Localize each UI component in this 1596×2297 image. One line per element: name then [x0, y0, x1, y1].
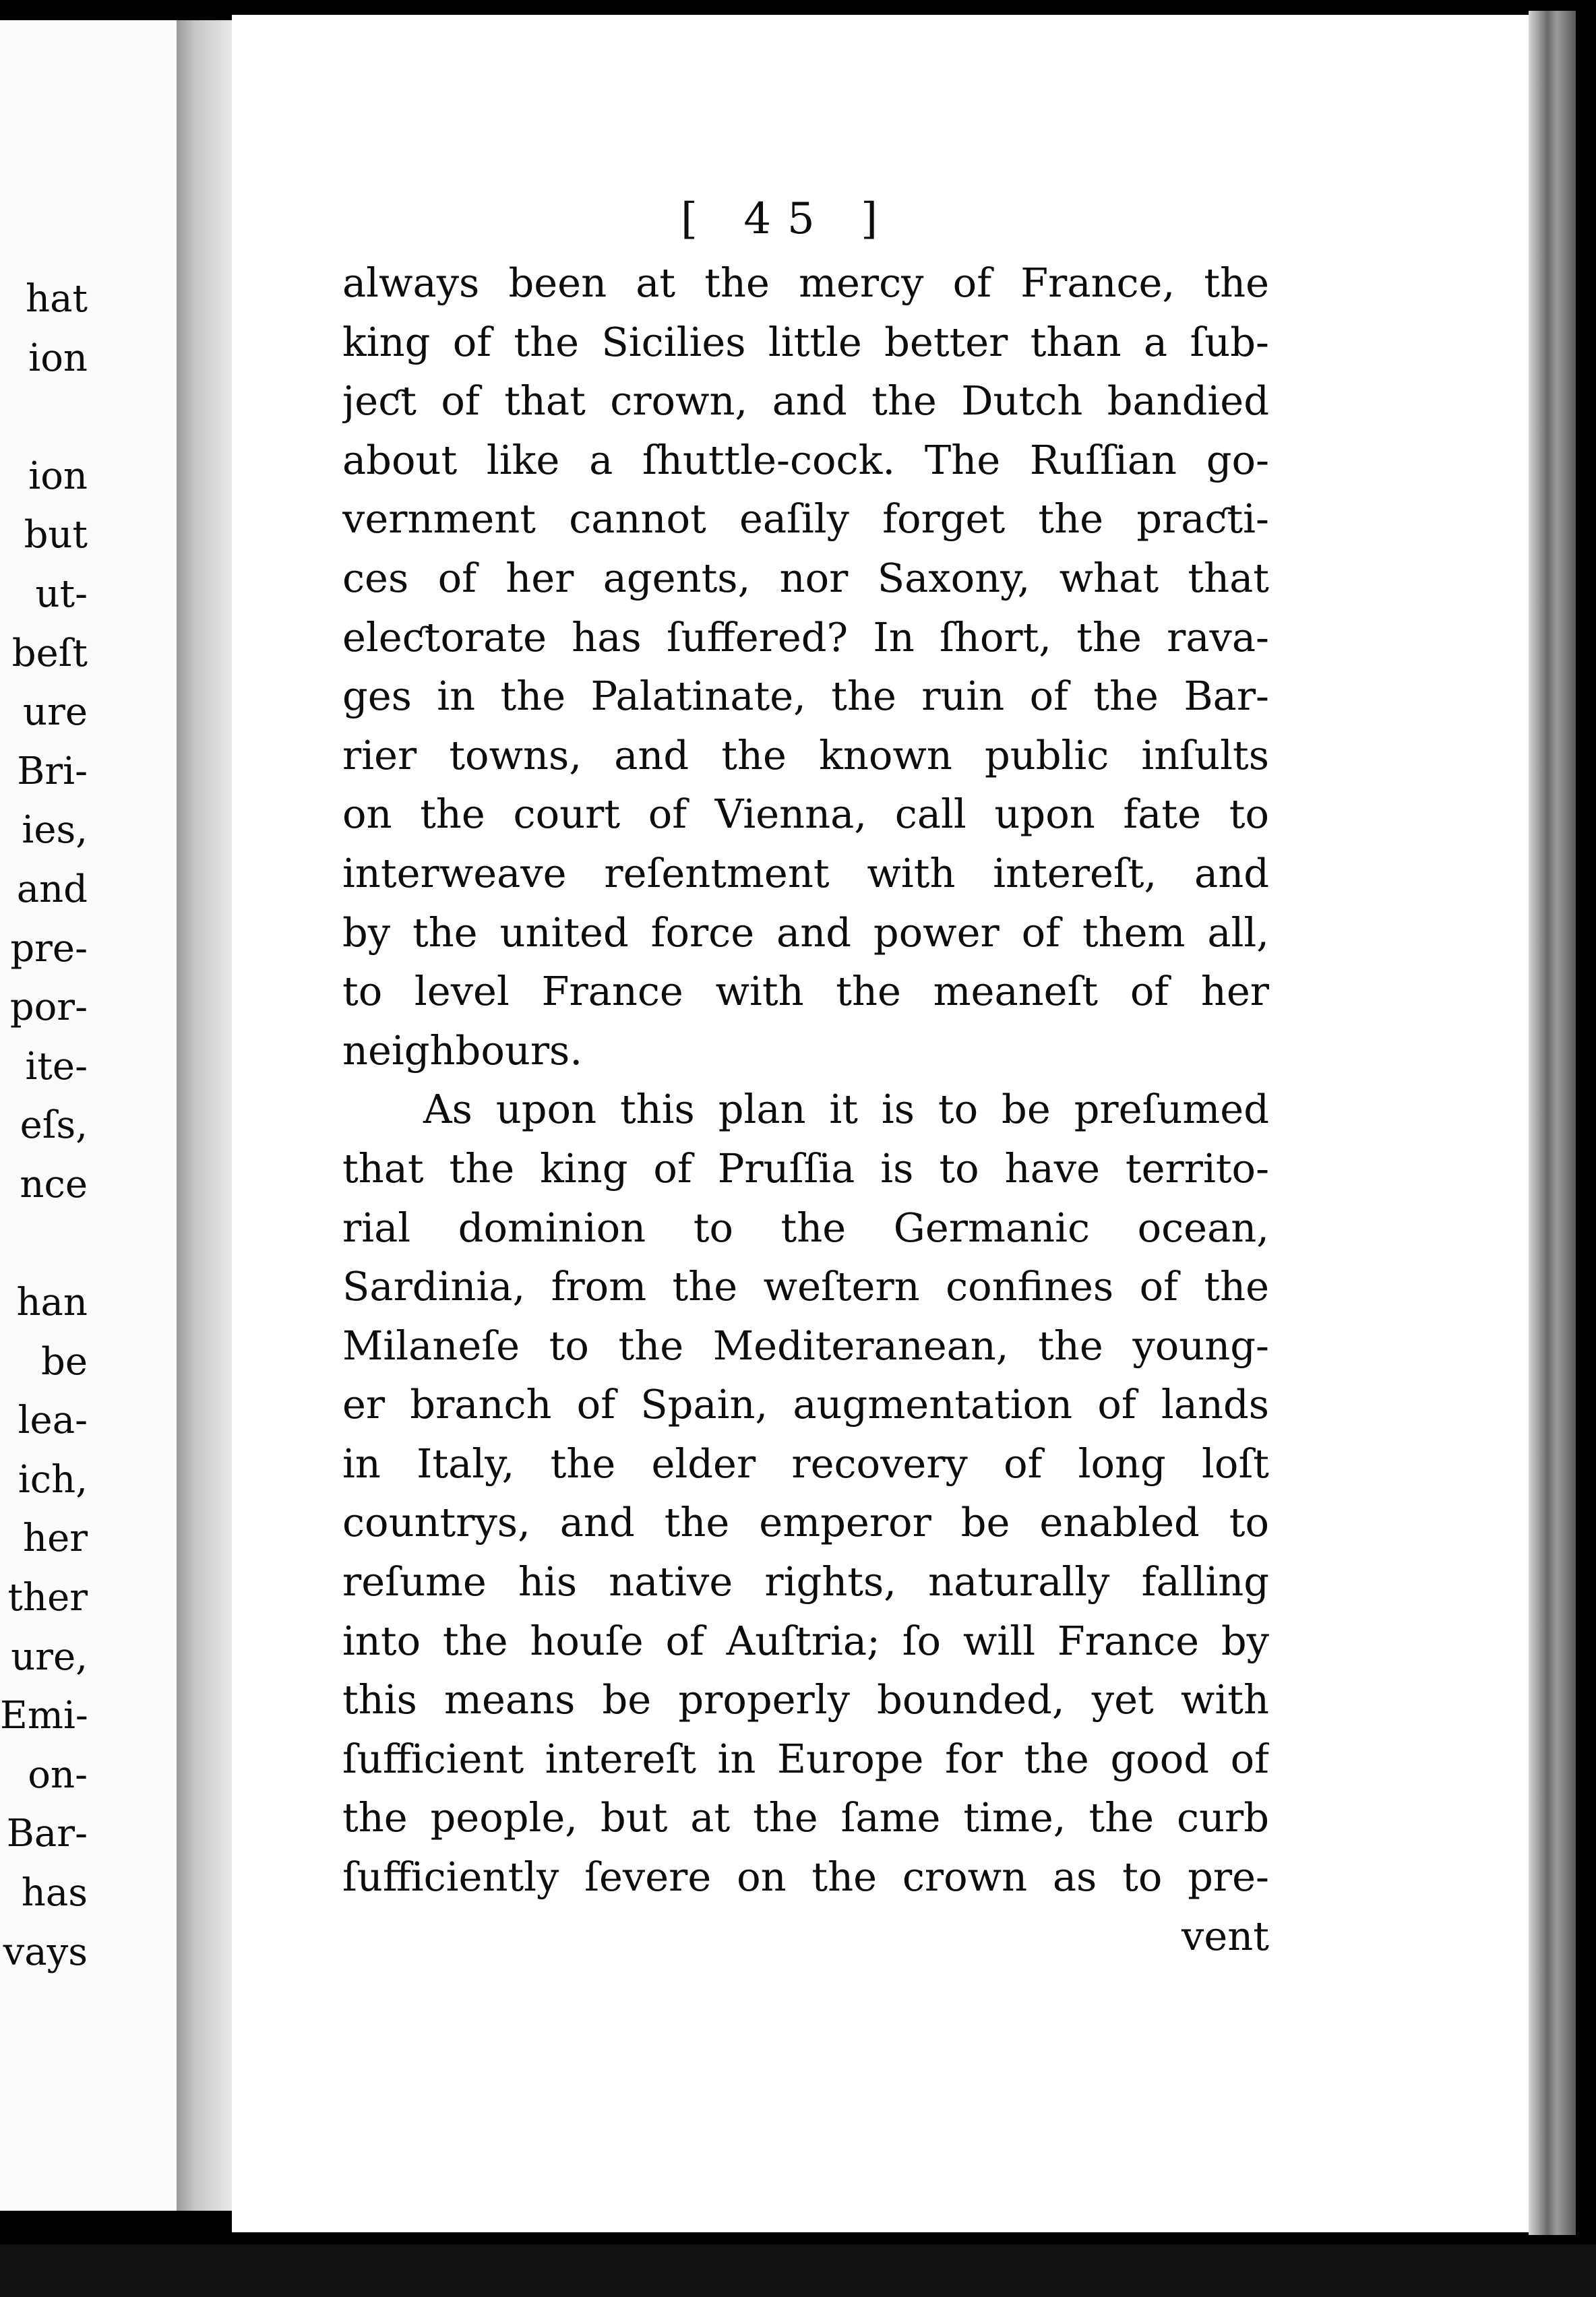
left-page-line: but	[24, 513, 88, 557]
left-page-line: ion	[28, 336, 88, 380]
left-page-line: ion	[28, 454, 88, 498]
text-line: about like a ſhuttle-cock. The Ruſſian go-	[342, 436, 1269, 483]
text-line: ſufficiently ſevere on the crown as to pre-	[342, 1854, 1269, 1901]
left-page-text	[0, 270, 88, 1982]
text-line: vernment cannot eaſily forget the praƈti-	[342, 495, 1269, 543]
text-line: this means be properly bounded, yet with	[342, 1676, 1269, 1723]
text-line: Sardinia, from the weſtern confines of the	[342, 1263, 1269, 1310]
left-page-line: hat	[26, 277, 88, 321]
left-page-line: her	[23, 1517, 88, 1561]
left-page-line: pre-	[10, 926, 88, 971]
text-line: in Italy, the elder recovery of long loſt	[342, 1440, 1269, 1487]
left-page-line: be	[41, 1339, 88, 1384]
text-line: always been at the mercy of France, the	[342, 259, 1269, 306]
left-page-line: ther	[7, 1576, 88, 1620]
catchword: vent	[1181, 1912, 1269, 1959]
left-page-line: por-	[9, 985, 88, 1030]
text-line: eleƈtorate has ſuffered? In ſhort, the rava-	[342, 613, 1269, 661]
text-line: on the court of Vienna, call upon fate to	[342, 791, 1269, 838]
text-line: interweave reſentment with intereſt, and	[342, 849, 1269, 896]
left-page-line: ure	[23, 690, 88, 735]
left-page-line: ut-	[35, 572, 88, 616]
text-line: ges in the Palatinate, the ruin of the Bar-	[342, 673, 1269, 720]
page-number: [ 45 ]	[681, 194, 894, 244]
left-page-line: nce	[20, 1162, 88, 1206]
left-page-line: han	[16, 1281, 88, 1325]
text-line: reſume his native rights, naturally falling	[342, 1558, 1269, 1605]
text-line: the people, but at the ſame time, the curb	[342, 1794, 1269, 1841]
text-line: er branch of Spain, augmentation of lands	[342, 1381, 1269, 1428]
left-page-line: ure,	[11, 1634, 88, 1679]
left-page-line: ies,	[22, 808, 88, 853]
left-page-line	[0, 1215, 88, 1274]
left-page-line: has	[21, 1871, 88, 1916]
text-line: Milaneſe to the Mediteranean, the young-	[342, 1322, 1269, 1369]
text-line: that the king of Pruſſia is to have territo-	[342, 1144, 1269, 1192]
page-edge	[1529, 11, 1576, 2235]
book-gutter	[177, 20, 232, 2211]
left-page-line: lea-	[18, 1399, 88, 1443]
left-page-line: ich,	[18, 1457, 88, 1502]
text-line: to level France with the meaneſt of her	[342, 968, 1269, 1015]
text-line: rier towns, and the known public inſults	[342, 731, 1269, 778]
left-page-line: and	[16, 867, 88, 911]
body-text	[342, 253, 1269, 1965]
left-page-line: ite-	[25, 1044, 88, 1089]
text-line: into the houſe of Auſtria; ſo will France by	[342, 1617, 1269, 1664]
left-page-line: beſt	[11, 631, 88, 675]
text-line: by the united force and power of them all,	[342, 909, 1269, 956]
text-line: ſufficient intereſt in Europe for the good of	[342, 1735, 1269, 1782]
scan-border	[0, 2244, 1596, 2297]
left-page-line	[0, 388, 88, 447]
text-line: countrys, and the emperor be enabled to	[342, 1499, 1269, 1546]
text-line: ces of her agents, nor Saxony, what that	[342, 554, 1269, 601]
left-page-line: vays	[3, 1930, 88, 1974]
left-page-line: Emi-	[0, 1694, 88, 1738]
text-line: rial dominion to the Germanic ocean,	[342, 1204, 1269, 1251]
text-line: jeƈt of that crown, and the Dutch bandied	[342, 377, 1269, 425]
left-page-line: on-	[28, 1752, 88, 1797]
left-page-line: Bar-	[6, 1812, 88, 1856]
text-line: king of the Sicilies little better than a ſub-	[342, 318, 1269, 365]
left-page-line: eſs,	[20, 1103, 88, 1148]
left-page-line: Bri-	[17, 749, 88, 793]
text-line: As upon this plan it is to be preſumed	[423, 1086, 1269, 1133]
text-line: neighbours.	[342, 1027, 583, 1074]
